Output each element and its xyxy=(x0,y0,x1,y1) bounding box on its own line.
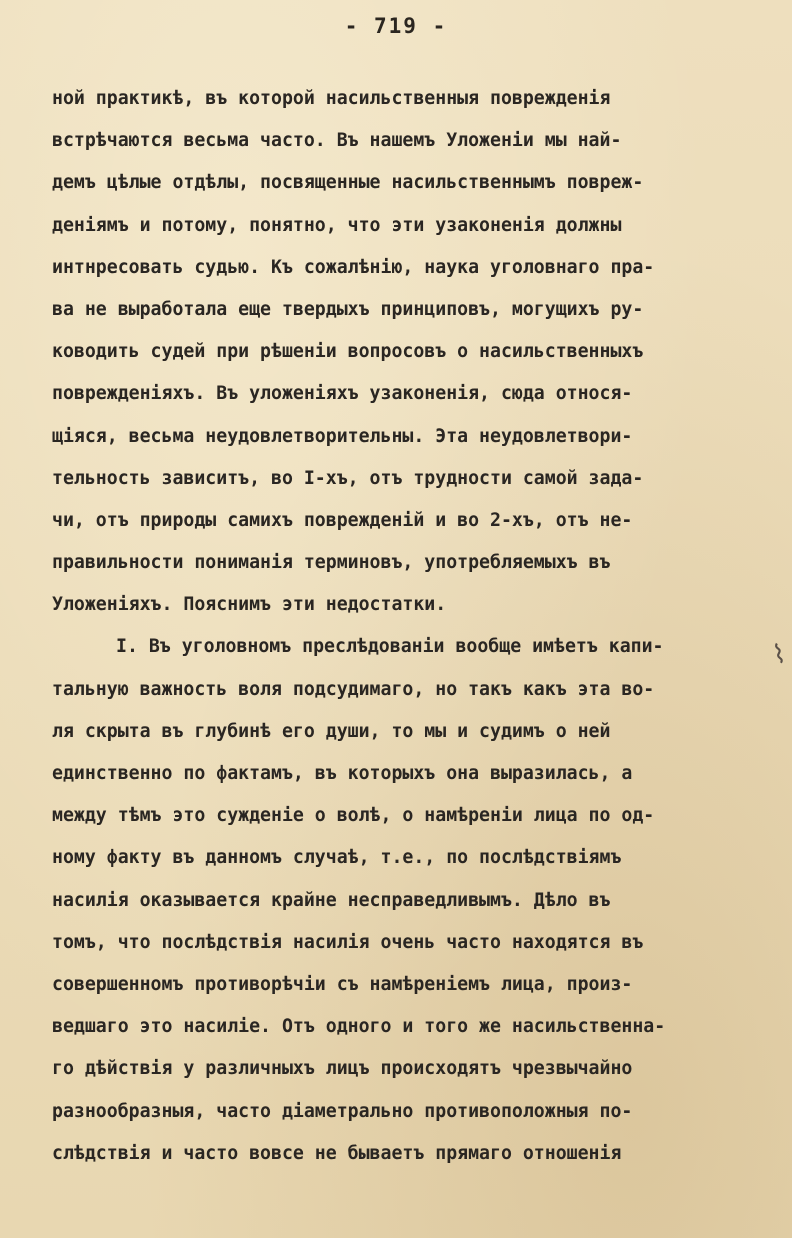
text-line: ля скрыта въ глубинѣ его души, то мы и судимъ о ней xyxy=(52,720,611,742)
text-line: правильности пониманія терминовъ, употребляемыхъ въ xyxy=(52,552,611,574)
text-line: тальную важность воля подсудимаго, но такъ какъ эта во- xyxy=(52,678,655,700)
text-line: интнресовать судью. Къ сожалѣнію, наука уголовнаго пра- xyxy=(52,256,655,278)
text-line: томъ, что послѣдствія насилія очень часто находятся въ xyxy=(52,931,644,953)
paragraph-start-line: I. Въ уголовномъ преслѣдованіи вообще имѣетъ капи- xyxy=(116,636,664,658)
text-line: ва не выработала еще твердыхъ принциповъ, могущихъ ру- xyxy=(52,298,644,320)
text-line: поврежденіяхъ. Въ уложеніяхъ узаконенія, сюда относя- xyxy=(52,383,633,405)
text-line: слѣдствія и часто вовсе не бываетъ прямаго отношенія xyxy=(52,1142,622,1164)
text-line: единственно по фактамъ, въ которыхъ она выразилась, а xyxy=(52,763,633,784)
text-line: щіяся, весьма неудовлетворительны. Эта неудовлетвори- xyxy=(52,425,633,447)
margin-pencil-mark: ⌇ xyxy=(770,639,789,671)
text-line: демъ цѣлые отдѣлы, посвященные насильственнымъ повреж- xyxy=(52,172,644,194)
text-line: Уложеніяхъ. Пояснимъ эти недостатки. xyxy=(52,594,447,616)
page-number: - 719 - xyxy=(344,14,448,38)
text-line: совершенномъ противорѣчіи съ намѣреніемъ лица, произ- xyxy=(52,973,633,995)
text-line: разнообразныя, часто діаметрально противоположныя по- xyxy=(52,1100,633,1122)
text-line: между тѣмъ это сужденіе о волѣ, о намѣреніи лица по од- xyxy=(52,805,655,827)
text-line: деніямъ и потому, понятно, что эти узаконенія должны xyxy=(52,214,622,236)
text-line: насилія оказывается крайне несправедливымъ. Дѣло въ xyxy=(52,889,611,911)
text-line: го дѣйствія у различныхъ лицъ происходятъ чрезвычайно xyxy=(52,1058,633,1080)
text-line: ному факту въ данномъ случаѣ, т.е., по послѣдствіямъ xyxy=(52,847,622,869)
body-text xyxy=(52,78,782,1175)
text-line: ной практикѣ, въ которой насильственныя поврежденія xyxy=(52,88,611,109)
text-line: ведшаго это насиліе. Отъ одного и того же насильственна- xyxy=(52,1016,666,1038)
text-line: тельность зависитъ, во I-хъ, отъ трудности самой зада- xyxy=(52,467,644,489)
text-line: встрѣчаются весьма часто. Въ нашемъ Уложеніи мы най- xyxy=(52,130,622,152)
text-line: ководить судей при рѣшеніи вопросовъ о насильственныхъ xyxy=(52,341,644,363)
text-line: чи, отъ природы самихъ поврежденій и во 2-хъ, отъ не- xyxy=(52,509,633,531)
